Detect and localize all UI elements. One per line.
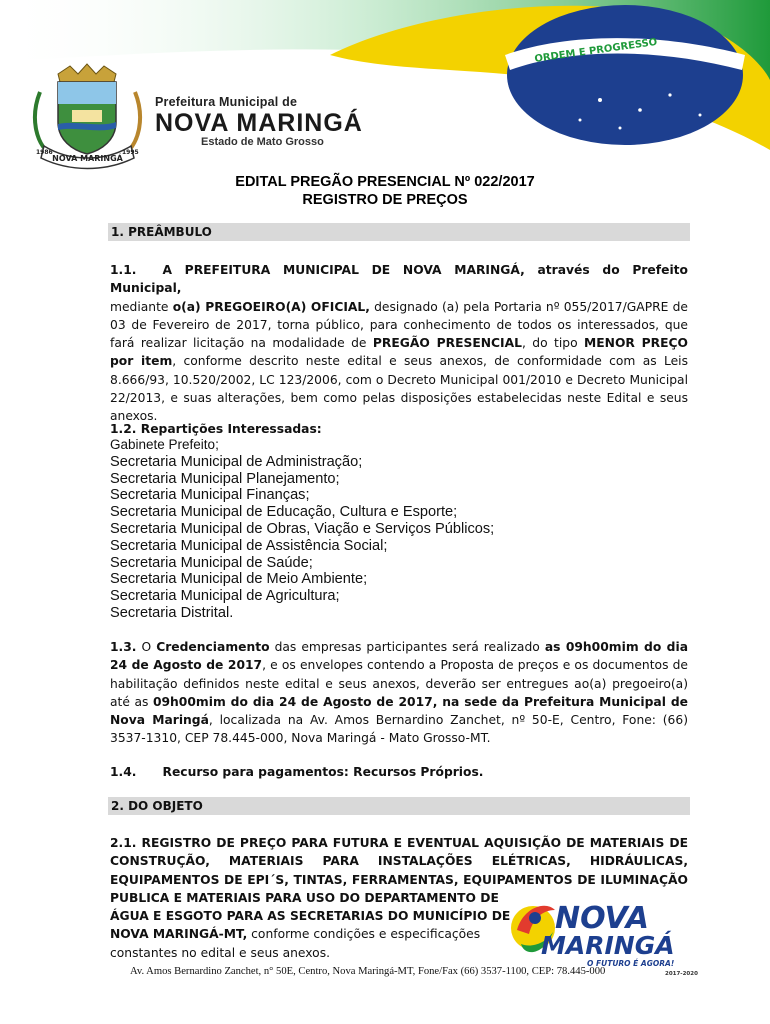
p14-number: 1.4. <box>110 765 137 779</box>
crest-year-right: 1995 <box>122 149 139 156</box>
city-name: NOVA MARINGÁ <box>155 109 363 137</box>
department-item: Secretaria Municipal de Saúde; <box>110 554 313 571</box>
logo-word-maringa: MARINGÁ <box>541 931 675 960</box>
p13-bold-3: 09h00mim do dia 24 de Agosto de 2017, na sede da Prefeitura Municipal de Nova Maringá <box>110 694 688 728</box>
flag-motto: ORDEM E PROGRESSO <box>533 36 659 65</box>
department-item: Secretaria Municipal Finanças; <box>110 487 310 504</box>
paragraph-1-3 <box>110 638 688 748</box>
p13-text-1: O <box>136 640 157 654</box>
organization-header <box>155 95 363 148</box>
prefeitura-label: Prefeitura Municipal de <box>155 95 298 109</box>
p21-line-2: CONSTRUÇÃO, MATERIAIS PARA INSTALAÇÕES ELÉTRICAS, HIDRÁULICAS, <box>110 854 688 869</box>
document-title: EDITAL PREGÃO PRESENCIAL Nº 022/2017 <box>235 174 535 190</box>
logo-slogan: O FUTURO É AGORA! <box>587 959 675 968</box>
paragraph-1-1-number: 1.1. <box>110 263 137 277</box>
department-item: Secretaria Municipal Planejamento; <box>110 470 340 487</box>
departments-list <box>110 437 670 622</box>
municipal-crest <box>30 62 145 172</box>
p11-text-1: mediante <box>110 299 173 314</box>
paragraph-1-4 <box>110 763 688 781</box>
p13-text-2: das empresas participantes será realizado <box>269 640 545 654</box>
p13-bold-2: as 09h00mim do dia 24 de Agosto de 2017 <box>110 640 688 673</box>
department-item: Secretaria Municipal de Educação, Cultura e Esporte; <box>110 504 458 521</box>
footer-address: Av. Amos Bernardino Zanchet, n° 50E, Centro, Nova Maringá-MT, Fone/Fax (66) 3537-1100, CEP: 78.445-000 <box>130 966 606 977</box>
department-item: Secretaria Municipal de Agricultura; <box>110 588 340 605</box>
department-item: Secretaria Municipal de Meio Ambiente; <box>110 571 368 588</box>
crest-icon <box>30 62 145 172</box>
department-item: Secretaria Municipal de Obras, Viação e Serviços Públicos; <box>110 520 495 537</box>
department-item: Secretaria Municipal de Assistência Social; <box>110 537 388 554</box>
p11-text-2: designado (a) pela Portaria nº 055/2017/GAPRE de 03 de Fevereiro de 2017, torna público, para conhecimento de todos os interessados, que fará realizar licitação na modalidade de <box>110 299 688 351</box>
p21-line-5: ÁGUA E ESGOTO PARA AS SECRETARIAS DO MUNICÍPIO DE <box>110 909 511 924</box>
p13-bold-1: Credenciamento <box>156 640 270 654</box>
p11-bold-2: PREGÃO PRESENCIAL <box>372 336 522 351</box>
paragraph-1-1 <box>110 261 688 426</box>
p13-number: 1.3. <box>110 640 137 654</box>
section-heading-preambulo: 1. PREÂMBULO <box>108 223 690 241</box>
paragraph-1-1-lead <box>110 261 688 298</box>
state-name: Estado de Mato Grosso <box>201 136 324 148</box>
p21-line-1: 2.1. REGISTRO DE PREÇO PARA FUTURA E EVENTUAL AQUISIÇÃO DE MATERIAIS DE <box>110 836 688 850</box>
department-item: Secretaria Distrital. <box>110 604 234 621</box>
crest-banner-text: NOVA MARINGÁ <box>52 154 123 163</box>
logo-word-nova: NOVA <box>555 901 649 936</box>
p11-text-4: , conforme descrito neste edital e seus anexos, de conformidade com as Leis 8.666/93, 10.520/2002, LC 123/2006, com o Decreto Municipal 001/2010 e Decreto Municipal 22/2013, e suas alterações, bem como pelas disposições estabelecidas neste Edital e seus anexos. <box>110 354 688 424</box>
p11-bold-1: o(a) PREGOEIRO(A) OFICIAL, <box>172 299 370 314</box>
p11-bold-3: MENOR PREÇO por item <box>110 336 688 369</box>
p11-text-3: , do tipo <box>522 336 585 351</box>
p21-line-4: PUBLICA E MATERIAIS PARA USO DO DEPARTAMENTO DE <box>110 890 499 905</box>
p13-text-4: , localizada na Av. Amos Bernardino Zanchet, nº 50-E, Centro, Fone: (66) 3537-1310, CEP 78.445-000, Nova Maringá - Mato Grosso-MT. <box>110 713 688 746</box>
crest-year-left: 1986 <box>36 149 53 156</box>
department-item: Gabinete Prefeito; <box>110 437 219 452</box>
section-heading-objeto: 2. DO OBJETO <box>108 797 690 815</box>
paragraph-1-1-lead-text: A PREFEITURA MUNICIPAL DE NOVA MARINGÁ, através do Prefeito Municipal, <box>110 263 688 296</box>
p14-text: Recurso para pagamentos: Recursos Próprios. <box>162 765 484 779</box>
logo-years: 2017-2020 <box>665 971 698 977</box>
department-item: Secretaria Municipal de Administração; <box>110 453 363 470</box>
p21-line-3: EQUIPAMENTOS DE EPI´S, TINTAS, FERRAMENTAS, EQUIPAMENTOS DE ILUMINAÇÃO <box>110 872 688 887</box>
p21-line-7: constantes no edital e seus anexos. <box>110 945 331 960</box>
p21-bold-last: NOVA MARINGÁ-MT, <box>110 927 248 942</box>
p13-text-3: , e os envelopes contendo a Proposta de preços e os documentos de habilitação definidos neste edital e seus anexos, deverão ser entregues ao(a) pregoeiro(a) até as <box>110 658 688 709</box>
p21-text-last: conforme condições e especificações <box>247 927 481 942</box>
document-subtitle: REGISTRO DE PREÇOS <box>302 192 468 208</box>
paragraph-1-2-heading: 1.2. Repartições Interessadas: <box>110 422 322 436</box>
paragraph-1-1-body <box>110 298 688 426</box>
